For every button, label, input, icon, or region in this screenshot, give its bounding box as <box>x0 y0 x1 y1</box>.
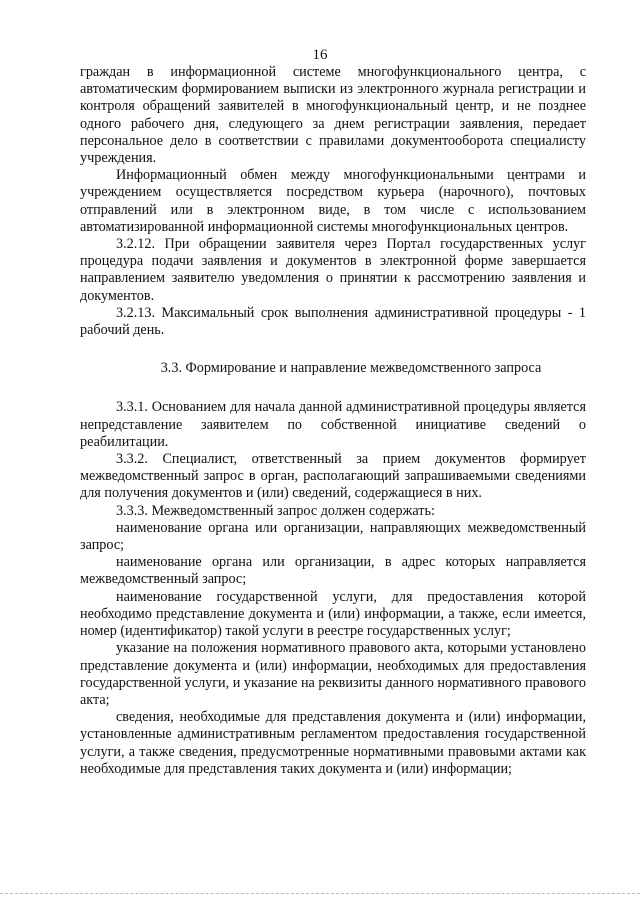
paragraph-3-2-12: 3.2.12. При обращении заявителя через Портал государственных услуг процедура подачи заявления и документов в электронной форме завершается направлением заявителю уведомления о принятии к рассмотрению заявления и документов. <box>80 236 586 304</box>
list-item-legal-act: указание на положения нормативного правового акта, которыми установлено представление документа и (или) информации, необходимых для предоставления государственной услуги, и указание на реквизиты данного нормативного правового акта; <box>80 640 586 708</box>
paragraph-3-2-13: 3.2.13. Максимальный срок выполнения административной процедуры - 1 рабочий день. <box>80 304 586 339</box>
paragraph-3-3-3: 3.3.3. Межведомственный запрос должен содержать: <box>116 502 435 519</box>
section-heading: 3.3. Формирование и направление межведомственного запроса <box>160 360 542 377</box>
paragraph-continuation: граждан в информационной системе многофункционального центра, с автоматическим формированием выписки из электронного журнала регистрации и контроля обращений заявителей в многофункциональный центр, и не позднее одного рабочего дня, следующего за днем регистрации заявления, передает персональное дело в соответствии с правилами документооборота специалисту учреждения. <box>80 64 586 167</box>
page-number: 16 <box>312 47 328 63</box>
scan-bottom-line <box>0 893 640 895</box>
list-item-recipient-organ: наименование органа или организации, в адрес которых направляется межведомственный запрос; <box>80 554 586 588</box>
paragraph-3-3-1: 3.3.1. Основанием для начала данной административной процедуры является непредставление заявителем по собственной инициативе сведений о реабилитации. <box>80 399 586 450</box>
list-item-service-name: наименование государственной услуги, для предоставления которой необходимо представление документа и (или) информации, а также, если имеется, номер (идентификатор) такой услуги в реестре государственных услуг; <box>80 588 586 640</box>
list-item-requesting-organ: наименование органа или организации, направляющих межведомственный запрос; <box>80 519 586 554</box>
paragraph-information-exchange: Информационный обмен между многофункциональными центрами и учреждением осуществляется посредством курьера (нарочного), почтовых отправлений или в электронном виде, в том числе с использованием автоматизированной информационной системы многофункциональных центров. <box>80 167 586 235</box>
document-body <box>80 64 586 778</box>
list-item-required-information: сведения, необходимые для представления документа и (или) информации, установленные административным регламентом предоставления государственной услуги, а также сведения, предусмотренные нормативными правовыми актами как необходимые для представления таких документа и (или) информации; <box>80 709 586 777</box>
paragraph-3-3-2: 3.3.2. Специалист, ответственный за прием документов формирует межведомственный запрос в орган, располагающий запрашиваемыми сведениями для получения документов и (или) сведений, содержащиеся в них. <box>80 451 586 502</box>
